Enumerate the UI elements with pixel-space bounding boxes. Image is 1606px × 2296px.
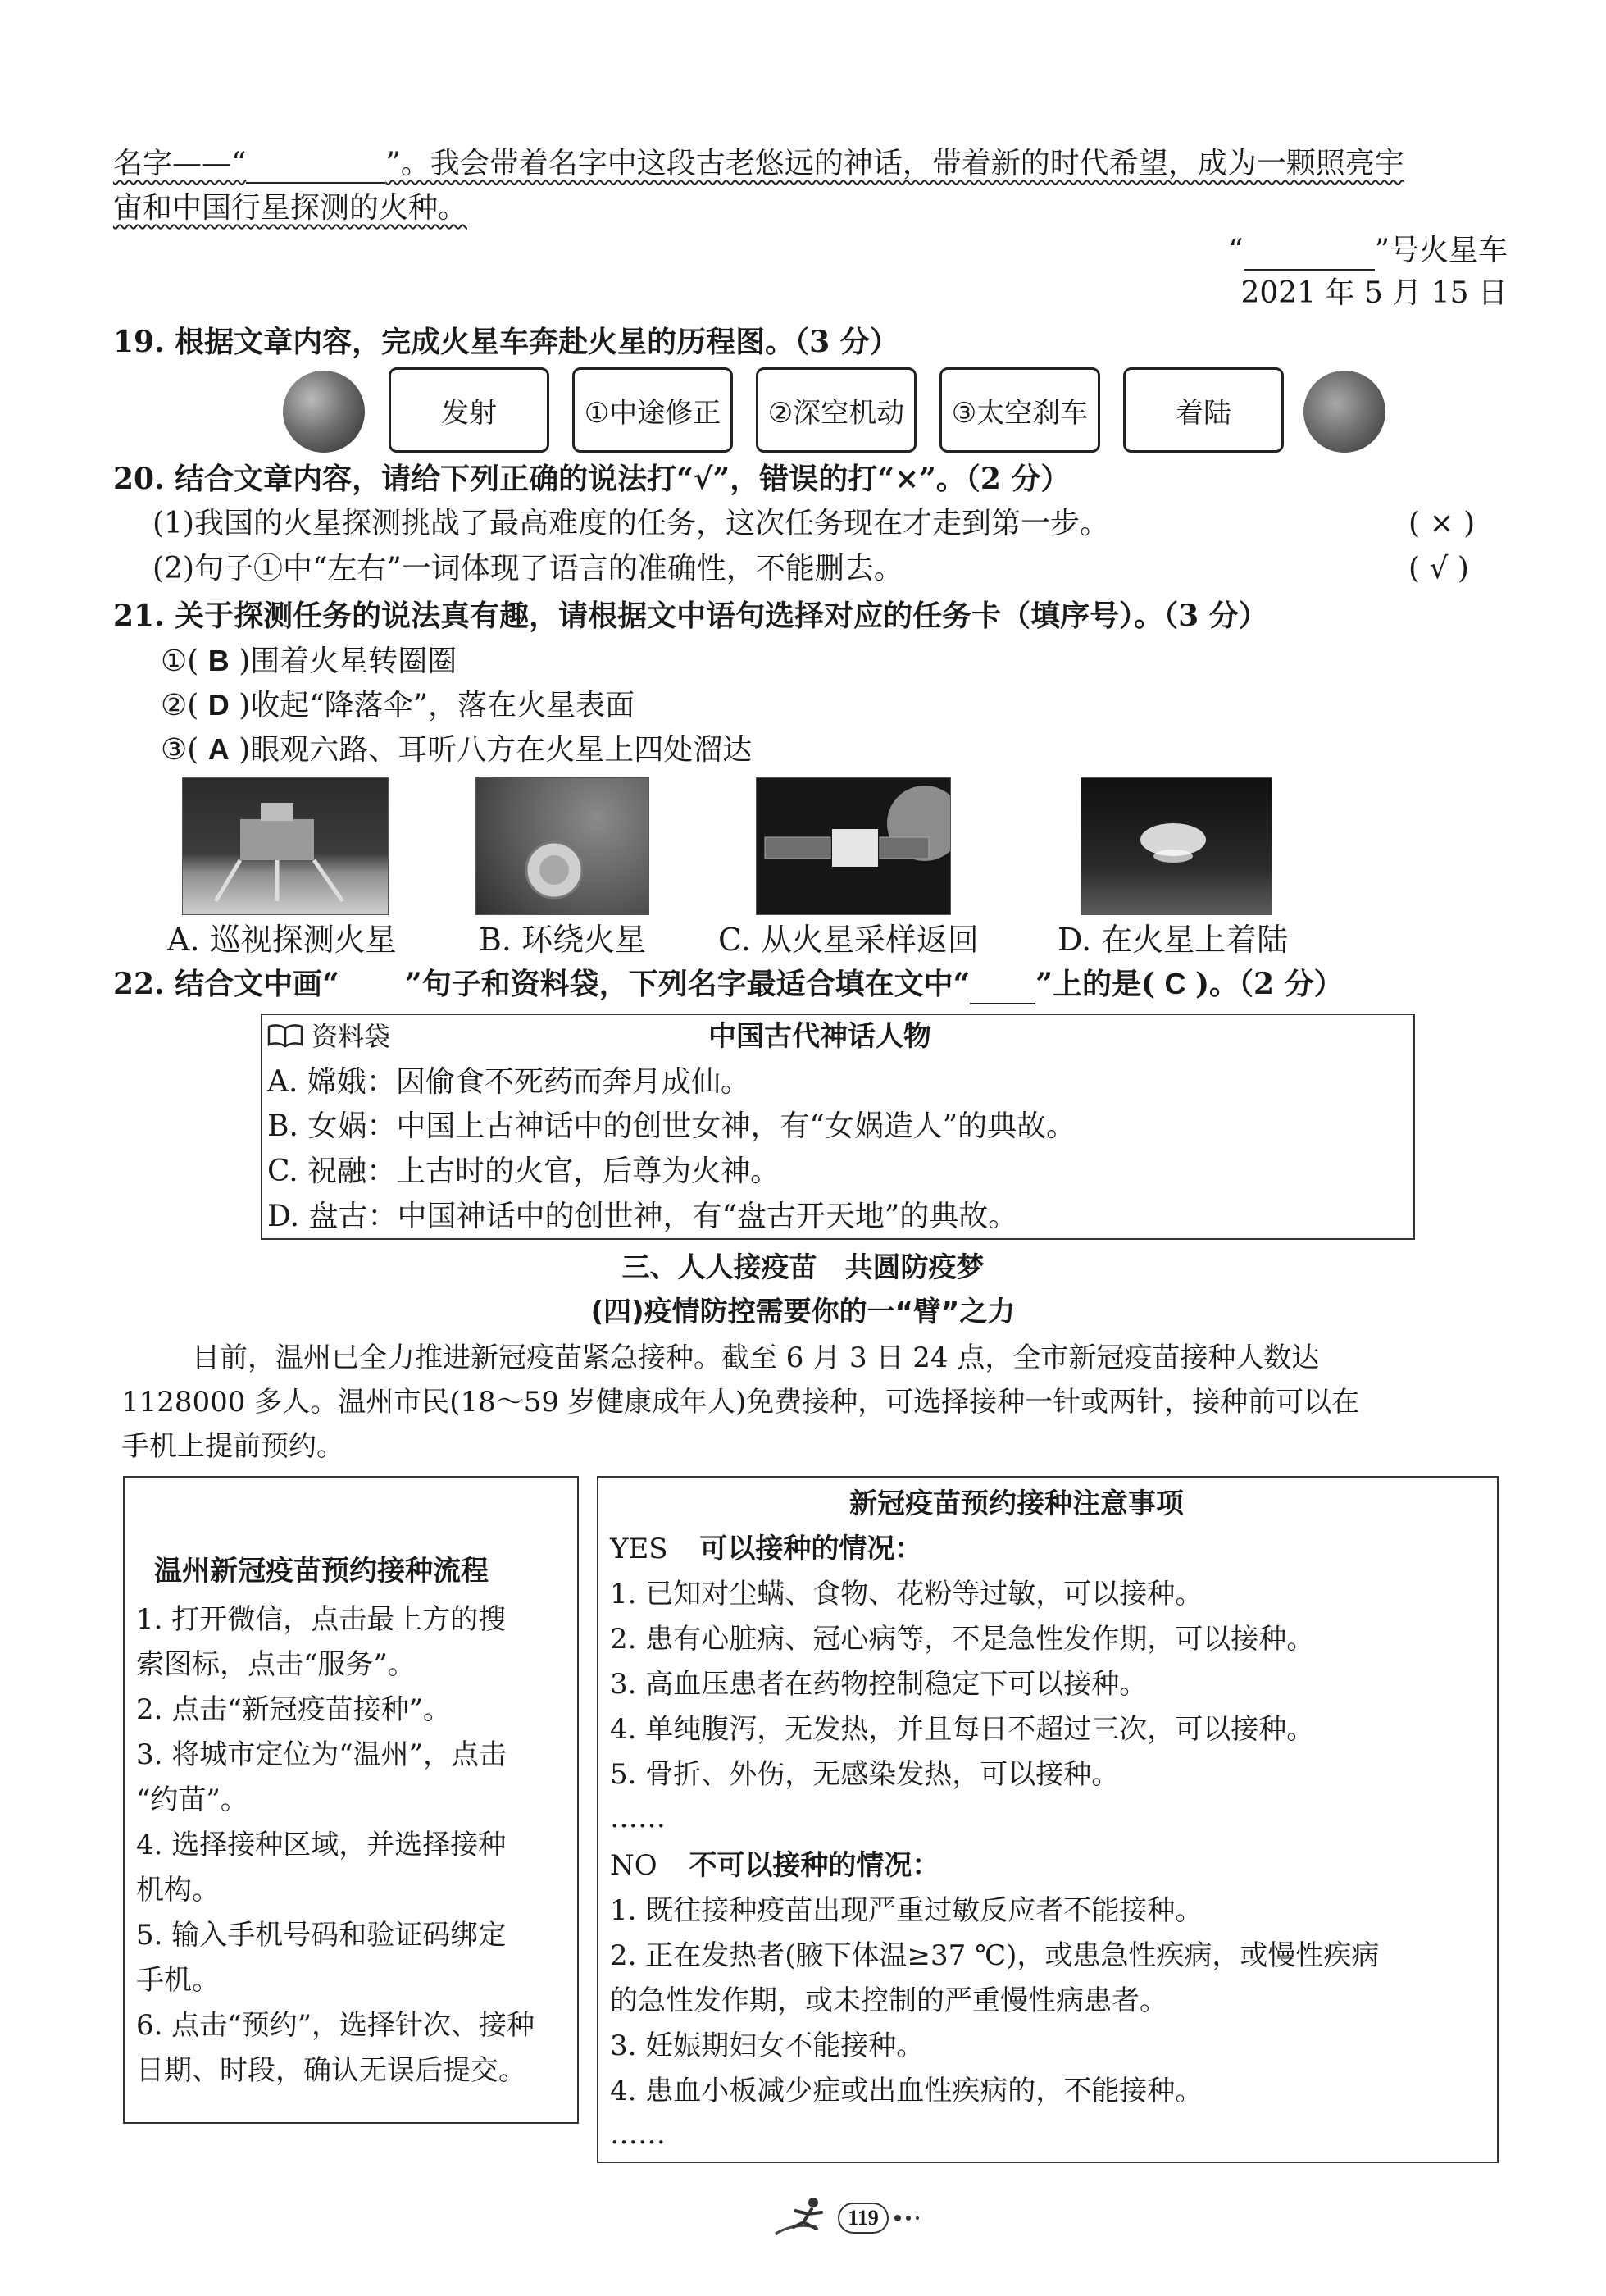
question-20-text: 20. 结合文章内容，请给下列正确的说法打“√”，错误的打“×”。（2 分） (113, 462, 1071, 496)
flow-line-10: 6. 点击“预约”，选择针次、接种 (136, 2009, 535, 2042)
page-footer (771, 2194, 926, 2244)
yes-header (610, 1527, 922, 1572)
question-22-text-d: )。（2 分） (1194, 967, 1344, 1001)
section-3-para-2: 1128000 多人。温州市民(18～59 岁健康成年人)免费接种，可选择接种一针或两针，接种前可以在 (121, 1386, 1360, 1419)
resource-box-label-text: 资料袋 (312, 1021, 391, 1052)
book-icon (267, 1019, 303, 1059)
q21-answer-2: D (207, 688, 230, 722)
no-item-2-cont: 的急性发作期，或未控制的严重慢性病患者。 (610, 1984, 1167, 2017)
sample-return-photo (756, 777, 951, 915)
section-3-para-3: 手机上提前预约。 (121, 1430, 344, 1463)
caption-a: A. 巡视探测火星 (167, 922, 397, 958)
stage-launch (389, 367, 549, 453)
q22-blank (970, 977, 1035, 1004)
lander-photo (1081, 777, 1272, 915)
flow-line-4: 3. 将城市定位为“温州”，点击 (136, 1738, 507, 1771)
flow-box-title: 温州新冠疫苗预约接种流程 (154, 1555, 489, 1588)
signature-date: 2021 年 5 月 15 日 (1240, 276, 1508, 310)
no-item-3: 3. 妊娠期妇女不能接种。 (610, 2029, 925, 2062)
question-20 (113, 459, 1070, 499)
option-d: D. 盘古：中国神话中的创世神，有“盘古开天地”的典故。 (267, 1200, 1018, 1233)
q21-item-2-prefix: ②( (161, 689, 199, 722)
q21-item-3 (161, 730, 752, 770)
orbiter-photo (475, 777, 649, 915)
section-3-subtitle: (四)疫情防控需要你的一“臂”之力 (590, 1296, 1016, 1328)
resource-box-label (267, 1017, 390, 1059)
no-label: NO (610, 1849, 657, 1882)
yes-label: YES (610, 1533, 668, 1565)
no-ellipsis: …… (610, 2118, 666, 2151)
q21-answer-3: A (207, 732, 230, 766)
flow-line-3: 2. 点击“新冠疫苗接种”。 (136, 1693, 452, 1726)
q20-answer-2: ( √ ) (1408, 552, 1469, 585)
intro-line-1 (113, 144, 1404, 184)
intro-text-b: ”。我会带着名字中这段古老悠远的神话，带着新的时代希望，成为一颗照亮宇 (385, 147, 1404, 180)
mars-image (1303, 371, 1385, 453)
q20-item-2: (2)句子①中“左右”一词体现了语言的准确性，不能删去。 (152, 552, 903, 585)
q21-item-3-text: )眼观六路、耳听八方在火星上四处溜达 (239, 733, 753, 767)
question-19-text: 19. 根据文章内容，完成火星车奔赴火星的历程图。（3 分） (113, 325, 899, 359)
option-a: A. 嫦娥：因偷食不死药而奔月成仙。 (267, 1065, 750, 1099)
question-19 (113, 322, 899, 362)
flow-line-6: 4. 选择接种区域，并选择接种 (136, 1829, 507, 1861)
no-item-1: 1. 既往接种疫苗出现严重过敏反应者不能接种。 (610, 1894, 1203, 1927)
no-item-2: 2. 正在发热者(腋下体温≥37 ℃)，或患急性疾病，或慢性疾病 (610, 1939, 1380, 1972)
page-number-badge (838, 2203, 889, 2234)
q21-item-2-text: )收起“降落伞”，落在火星表面 (239, 689, 635, 722)
signature-text: ”号火星车 (1374, 234, 1508, 267)
stage-launch-label: 发射 (441, 396, 497, 430)
dots-icon (894, 2212, 926, 2224)
q22-answer: C (1164, 967, 1186, 1000)
question-21 (113, 596, 1268, 636)
question-22 (113, 964, 1344, 1004)
option-c: C. 祝融：上古时的火官，后尊为火神。 (267, 1155, 780, 1188)
intro-text-a: 名字——“ (113, 147, 247, 180)
flow-line-1: 1. 打开微信，点击最上方的搜 (136, 1603, 507, 1636)
yes-item-3: 3. 高血压患者在药物控制稳定下可以接种。 (610, 1668, 1148, 1701)
q20-answer-1: ( × ) (1408, 507, 1476, 540)
signature-open-quote: “ (1228, 234, 1244, 267)
yes-item-5: 5. 骨折、外伤，无感染发热，可以接种。 (610, 1758, 1120, 1791)
q21-answer-1: B (207, 644, 230, 677)
stage-braking (939, 367, 1100, 453)
yes-heading: 可以接种的情况： (699, 1533, 923, 1565)
signature (1228, 231, 1508, 271)
q20-item-1: (1)我国的火星探测挑战了最高难度的任务，这次任务现在才走到第一步。 (152, 507, 1109, 540)
section-3-title: 三、人人接疫苗 共圆防疫梦 (621, 1251, 985, 1284)
caption-d: D. 在火星上着陆 (1058, 922, 1289, 958)
question-21-text: 21. 关于探测任务的说法真有趣，请根据文中语句选择对应的任务卡（填序号）。（3 分） (113, 599, 1268, 633)
q21-item-1-prefix: ①( (161, 645, 199, 678)
q21-item-1 (161, 641, 457, 681)
yes-item-4: 4. 单纯腹泻，无发热，并且每日不超过三次，可以接种。 (610, 1713, 1315, 1746)
flow-line-7: 机构。 (136, 1874, 220, 1906)
section-3-para-1: 目前，温州已全力推进新冠疫苗紧急接种。截至 6 月 3 日 24 点，全市新冠疫苗接种人数达 (192, 1342, 1320, 1374)
signature-blank (1244, 243, 1375, 271)
question-22-text-c: ”上的是( (1035, 967, 1156, 1001)
no-item-4: 4. 患血小板减少症或出血性疾病的，不能接种。 (610, 2075, 1203, 2107)
question-22-text-a: 22. 结合文中画“ (113, 967, 339, 1001)
yes-ellipsis: …… (610, 1802, 666, 1834)
rover-photo (182, 777, 389, 915)
flow-line-2: 索图标，点击“服务”。 (136, 1648, 416, 1681)
page-number: 119 (848, 2206, 879, 2230)
flow-line-9: 手机。 (136, 1964, 220, 1997)
q21-item-1-text: )围着火星转圈圈 (239, 645, 457, 678)
q21-item-3-prefix: ③( (161, 733, 199, 767)
earth-image (283, 371, 365, 453)
question-22-text-b: ”句子和资料袋，下列名字最适合填在文中“ (404, 967, 971, 1001)
stage-landing (1123, 367, 1284, 453)
no-header (610, 1843, 939, 1888)
caption-c: C. 从火星采样返回 (718, 922, 979, 958)
intro-line-2 (113, 189, 467, 228)
flow-line-5: “约苗”。 (136, 1784, 248, 1816)
intro-text-line2: 宙和中国行星探测的火种。 (113, 191, 468, 225)
runner-icon (771, 2194, 836, 2244)
yes-item-2: 2. 患有心脏病、冠心病等，不是急性发作期，可以接种。 (610, 1623, 1315, 1656)
stage-midcourse (572, 367, 733, 453)
resource-box-title: 中国古代神话人物 (708, 1020, 931, 1053)
stage-landing-label: 着陆 (1176, 396, 1231, 430)
yes-item-1: 1. 已知对尘螨、食物、花粉等过敏，可以接种。 (610, 1578, 1203, 1610)
notice-box-title: 新冠疫苗预约接种注意事项 (849, 1487, 1184, 1520)
stage-deep-space (756, 367, 917, 453)
q21-item-2 (161, 686, 635, 726)
stage-midcourse-label: ①中途修正 (584, 396, 721, 430)
stage-deep-space-label: ②深空机动 (767, 396, 905, 430)
flow-line-11: 日期、时段，确认无误后提交。 (136, 2054, 526, 2087)
caption-b: B. 环绕火星 (479, 922, 647, 958)
flow-line-8: 5. 输入手机号码和验证码绑定 (136, 1919, 507, 1952)
name-blank (246, 156, 385, 184)
stage-braking-label: ③太空刹车 (951, 396, 1089, 430)
no-heading: 不可以接种的情况： (689, 1849, 940, 1882)
wavy-marker (339, 965, 405, 1004)
option-b: B. 女娲：中国上古神话中的创世女神，有“女娲造人”的典故。 (267, 1109, 1076, 1143)
